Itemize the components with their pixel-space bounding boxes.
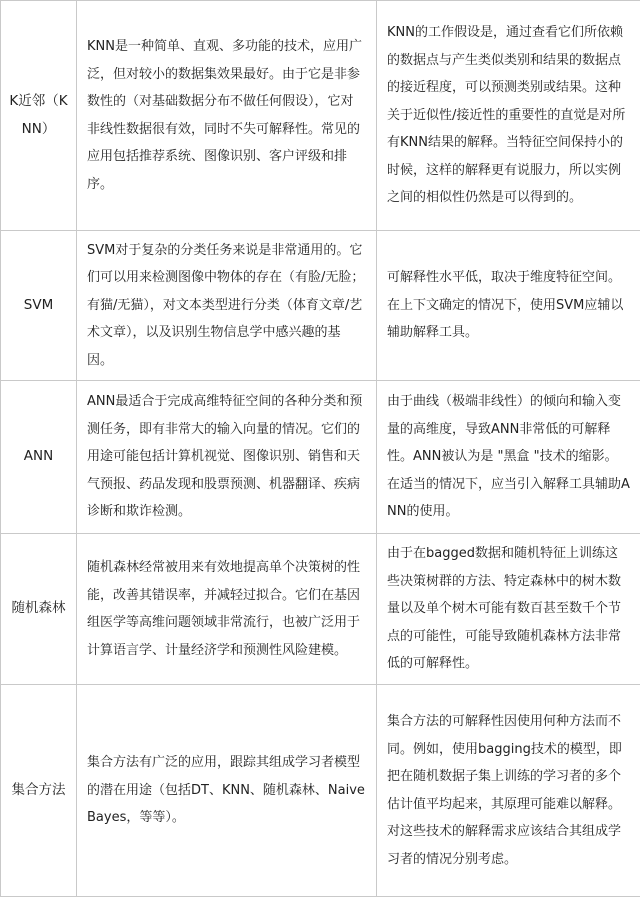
table-row — [1, 231, 640, 381]
table-row — [1, 381, 640, 534]
use-cases-cell: ANN最适合于完成高维特征空间的各种分类和预测任务，即有非常大的输入向量的情况。它们的用途可能包括计算机视觉、图像识别、销售和天气预报、药品发现和股票预测、机器翻译、疾病诊断和欺诈检测。 — [77, 381, 377, 534]
table-row — [1, 1, 640, 231]
interpretability-cell: 由于曲线（极端非线性）的倾向和输入变量的高维度，导致ANN非常低的可解释性。ANN被认为是 "黑盒 "技术的缩影。在适当的情况下，应当引入解释工具辅助ANN的使用。 — [377, 381, 640, 534]
use-cases-cell: KNN是一种简单、直观、多功能的技术，应用广泛，但对较小的数据集效果最好。由于它是非参数性的（对基础数据分布不做任何假设），它对非线性数据很有效，同时不失可解释性。常见的应用包括推荐系统、图像识别、客户评级和排序。 — [77, 1, 377, 231]
table-row — [1, 534, 640, 685]
model-name-cell: SVM — [1, 231, 77, 381]
use-cases-cell: SVM对于复杂的分类任务来说是非常通用的。它们可以用来检测图像中物体的存在（有脸/无脸；有猫/无猫），对文本类型进行分类（体育文章/艺术文章），以及识别生物信息学中感兴趣的基因。 — [77, 231, 377, 381]
interpretability-cell: KNN的工作假设是，通过查看它们所依赖的数据点与产生类似类别和结果的数据点的接近程度，可以预测类别或结果。这种关于近似性/接近性的重要性的直觉是对所有KNN结果的解释。当特征空间保持小的时候，这样的解释更有说服力，所以实例之间的相似性仍然是可以得到的。 — [377, 1, 640, 231]
model-name-cell: 集合方法 — [1, 685, 77, 897]
model-name-cell: K近邻（KNN） — [1, 1, 77, 231]
use-cases-cell: 集合方法有广泛的应用，跟踪其组成学习者模型的潜在用途（包括DT、KNN、随机森林、NaiveBayes，等等）。 — [77, 685, 377, 897]
model-name-cell: 随机森林 — [1, 534, 77, 685]
interpretability-cell: 由于在bagged数据和随机特征上训练这些决策树群的方法、特定森林中的树木数量以及单个树木可能有数百甚至数千个节点的可能性，可能导致随机森林方法非常低的可解释性。 — [377, 534, 640, 685]
model-name-cell: ANN — [1, 381, 77, 534]
table-row — [1, 685, 640, 897]
interpretability-cell: 可解释性水平低，取决于维度特征空间。在上下文确定的情况下，使用SVM应辅以辅助解释工具。 — [377, 231, 640, 381]
use-cases-cell: 随机森林经常被用来有效地提高单个决策树的性能，改善其错误率，并减轻过拟合。它们在基因组医学等高维问题领域非常流行，也被广泛用于计算语言学、计量经济学和预测性风险建模。 — [77, 534, 377, 685]
interpretability-cell: 集合方法的可解释性因使用何种方法而不同。例如，使用bagging技术的模型，即把在随机数据子集上训练的学习者的多个估计值平均起来，其原理可能难以解释。对这些技术的解释需求应该结合其组成学习者的情况分别考虑。 — [377, 685, 640, 897]
